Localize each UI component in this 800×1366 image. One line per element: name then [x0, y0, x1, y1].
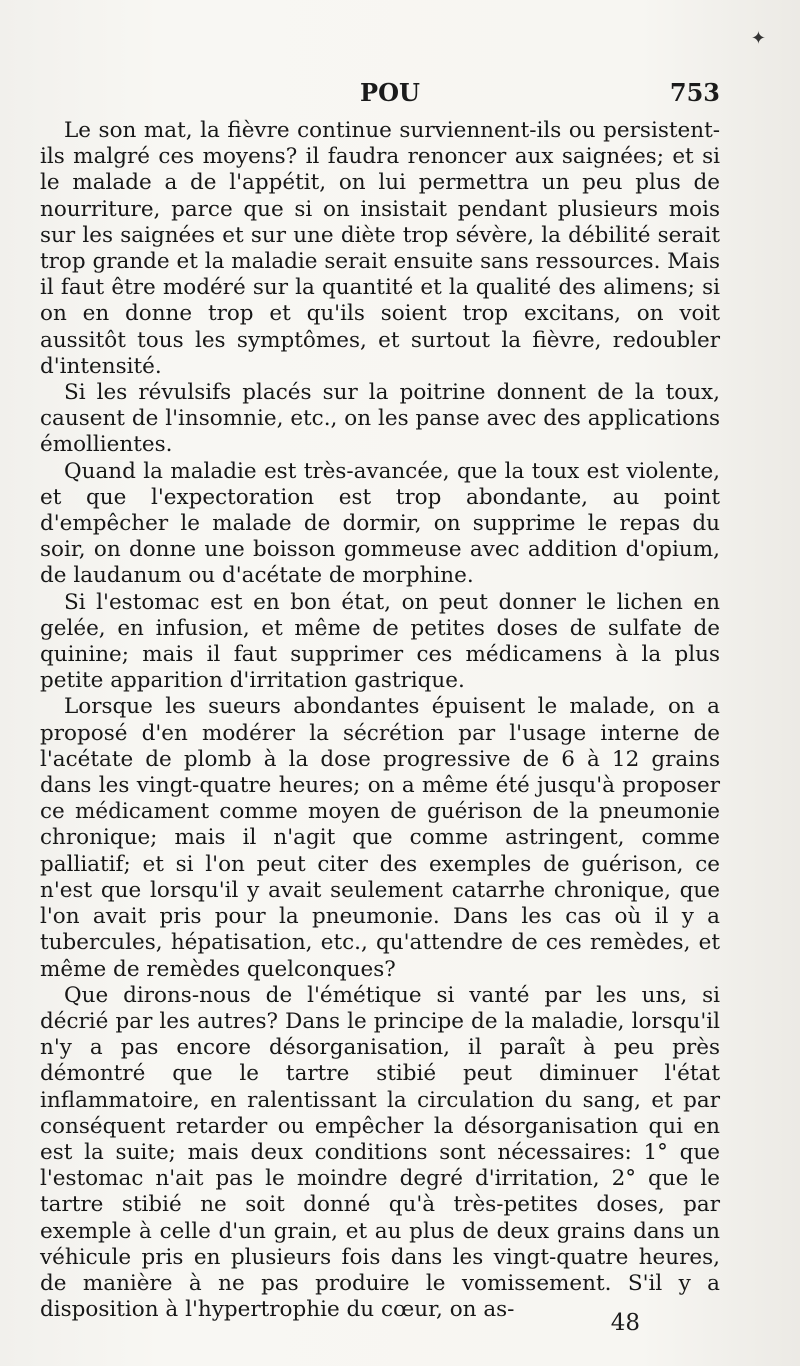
paragraph-6: Que dirons-nous de l'émétique si vanté par les uns, si décrié par les autres? Dans le principe de la maladie, lorsqu'il n'y a pas encore désorganisation, il paraît à peu près démontré que le tartre stibié peut diminuer l'état inflammatoire, en ralentissant la circulation du sang, et par conséquent retarder ou empêcher la désorganisation qui en est la suite; mais deux conditions sont nécessaires: 1° que l'estomac n'ait pas le moindre degré d'irritation, 2° que le tartre stibié ne soit donné qu'à très-petites doses, par exemple à celle d'un grain, et au plus de deux grains dans un véhicule pris en plusieurs fois dans les vingt-quatre heures, de manière à ne pas produire le vomissement. S'il y a disposition à l'hypertrophie du cœur, on as- [40, 982, 720, 1323]
running-head: POU [360, 78, 420, 107]
page-number: 753 [669, 78, 720, 107]
signature-mark: 48 [610, 1310, 640, 1336]
page-header [40, 78, 720, 108]
paragraph-3: Quand la maladie est très-avancée, que la toux est violente, et que l'expectoration est trop abondante, au point d'empêcher le malade de dormir, on supprime le repas du soir, on donne une boisson gommeuse avec addition d'opium, de laudanum ou d'acétate de morphine. [40, 458, 720, 589]
paragraph-5: Lorsque les sueurs abondantes épuisent le malade, on a proposé d'en modérer la sécrétion par l'usage interne de l'acétate de plomb à la dose progressive de 6 à 12 grains dans les vingt-quatre heures; on a même été jusqu'à proposer ce médicament comme moyen de guérison de la pneumonie chronique; mais il n'agit que comme astringent, comme palliatif; et si l'on peut citer des exemples de guérison, ce n'est que lorsqu'il y avait seulement catarrhe chronique, que l'on avait pris pour la pneumonie. Dans les cas où il y a tubercules, hépatisation, etc., qu'attendre de ces remèdes, et même de remèdes quelconques? [40, 694, 720, 982]
paragraph-4: Si l'estomac est en bon état, on peut donner le lichen en gelée, en infusion, et même de petites doses de sulfate de quinine; mais il faut supprimer ces médicamens à la plus petite apparition d'irritation gastrique. [40, 589, 720, 694]
page-blemish-icon: ✦ [750, 28, 766, 49]
paragraph-1: Le son mat, la fièvre continue surviennent-ils ou persistent-ils malgré ces moyens? il faudra renoncer aux saignées; et si le malade a de l'appétit, on lui permettra un peu plus de nourriture, parce que si on insistait pendant plusieurs mois sur les saignées et sur une diète trop sévère, la débilité serait trop grande et la maladie serait ensuite sans ressources. Mais il faut être modéré sur la quantité et la qualité des alimens; si on en donne trop et qu'ils soient trop excitans, on voit aussitôt tous les symptômes, et surtout la fièvre, redoubler d'intensité. [40, 118, 720, 379]
page-body [40, 118, 720, 1323]
paragraph-2: Si les révulsifs placés sur la poitrine donnent de la toux, causent de l'insomnie, etc., on les panse avec des applications émollientes. [40, 380, 720, 458]
